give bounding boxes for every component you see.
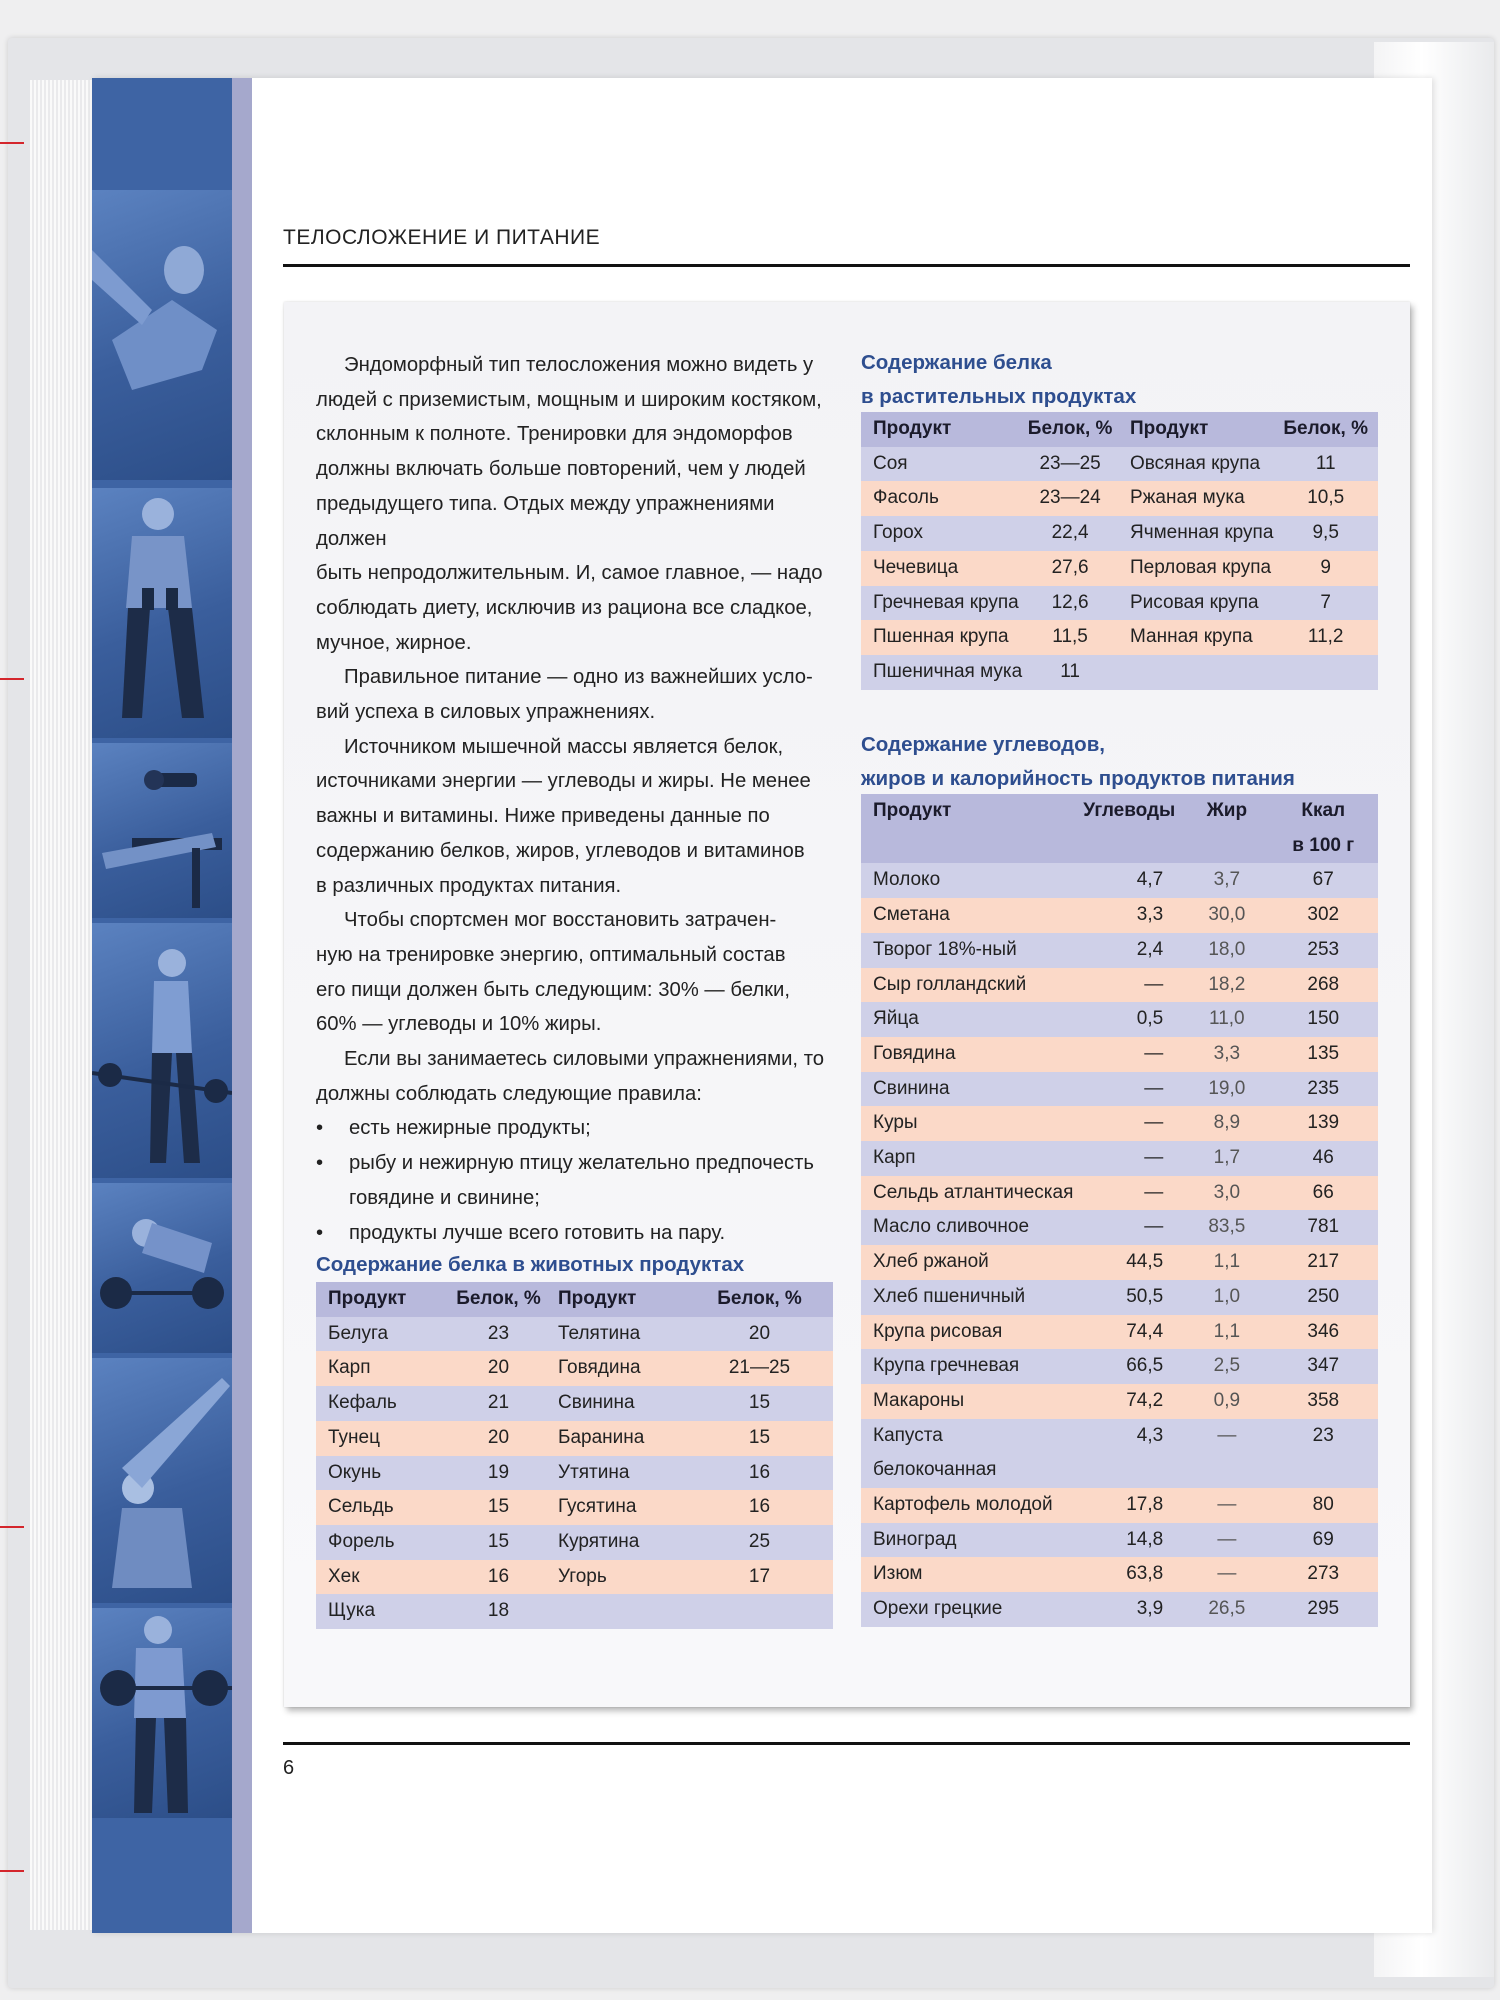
carb-table-title-line: жиров и калорийность продуктов питания <box>861 767 1295 790</box>
product-cell <box>861 1384 1073 1419</box>
text-line: людей с приземистым, мощным и широким костяком, <box>316 388 822 411</box>
table-row <box>861 516 1378 551</box>
protein-value-cell: 7 <box>1273 586 1378 621</box>
product-name-line: Хлеб пшеничный <box>873 1285 1026 1307</box>
protein-value-cell: 23—25 <box>1022 447 1118 482</box>
kcal-cell: 268 <box>1268 968 1378 1003</box>
product-name-line: Изюм <box>873 1563 923 1585</box>
product-name-line: Творог 18%-ный <box>873 938 1017 960</box>
carbs-cell: 4,7 <box>1073 863 1185 898</box>
body-paragraph <box>316 1042 836 1111</box>
protein-value-cell: 20 <box>686 1317 833 1352</box>
product-cell: Соя <box>861 447 1022 482</box>
fat-cell: 1,1 <box>1185 1245 1268 1280</box>
table-row <box>316 1525 833 1560</box>
carb-table-title-line: Содержание углеводов, <box>861 733 1105 756</box>
column-header-sub: в 100 г <box>1292 834 1355 856</box>
product-name-line: Картофель молодой <box>873 1494 1053 1516</box>
product-cell <box>861 933 1073 968</box>
table-row <box>861 1072 1378 1107</box>
product-cell: Перловая крупа <box>1118 551 1273 586</box>
page-edges <box>30 80 100 1930</box>
text-line: важны и витамины. Ниже приведены данные по <box>316 805 770 828</box>
page-number: 6 <box>283 1757 295 1779</box>
product-name-line: Яйца <box>873 1008 919 1030</box>
table-row <box>861 447 1378 482</box>
body-paragraph <box>316 903 836 1042</box>
kcal-cell: 135 <box>1268 1037 1378 1072</box>
body-paragraph <box>316 730 836 904</box>
fat-cell: 11,0 <box>1185 1002 1268 1037</box>
table-row <box>316 1421 833 1456</box>
text-line: Источником мышечной массы является белок, <box>344 735 784 758</box>
column-header: Белок, % <box>1022 412 1118 447</box>
product-name-line: Сметана <box>873 904 950 926</box>
product-name-line: Говядина <box>873 1042 956 1064</box>
protein-value-cell: 15 <box>686 1386 833 1421</box>
carbs-cell: 66,5 <box>1073 1349 1185 1384</box>
table-row <box>861 1210 1378 1245</box>
fat-cell: 83,5 <box>1185 1210 1268 1245</box>
text-line: предыдущего типа. Отдых между упражнениями должен <box>316 492 775 550</box>
table-row <box>861 898 1378 933</box>
carbs-cell: 2,4 <box>1073 933 1185 968</box>
rules-list-item <box>316 1111 836 1146</box>
carbs-cell: 3,3 <box>1073 898 1185 933</box>
product-name-line: Молоко <box>873 869 941 891</box>
text-line: 60% — углеводы и 10% жиры. <box>316 1013 602 1036</box>
table-row <box>861 1349 1378 1384</box>
carbs-cell: 44,5 <box>1073 1245 1185 1280</box>
kcal-cell: 250 <box>1268 1280 1378 1315</box>
table-row <box>861 1106 1378 1141</box>
table-row <box>316 1594 833 1629</box>
table-header-row <box>316 1282 833 1317</box>
fat-cell: 1,7 <box>1185 1141 1268 1176</box>
text-line: Правильное питание — одно из важнейших усло- <box>344 666 813 689</box>
running-header: ТЕЛОСЛОЖЕНИЕ И ПИТАНИЕ <box>283 226 601 249</box>
fat-cell: 18,2 <box>1185 968 1268 1003</box>
kcal-cell: 23 <box>1268 1419 1378 1488</box>
carbs-cell: 17,8 <box>1073 1488 1185 1523</box>
carbs-cell: 14,8 <box>1073 1523 1185 1558</box>
kcal-cell: 273 <box>1268 1557 1378 1592</box>
product-cell: Ржаная мука <box>1118 481 1273 516</box>
table-row <box>316 1386 833 1421</box>
text-line: продукты лучше всего готовить на пару. <box>349 1221 726 1244</box>
red-bookmark-tick <box>0 1870 24 1872</box>
kcal-cell: 302 <box>1268 898 1378 933</box>
product-cell: Кефаль <box>316 1386 451 1421</box>
carb-fat-calorie-table <box>861 794 1378 1627</box>
rules-list-item <box>316 1146 836 1215</box>
protein-value-cell: 16 <box>686 1490 833 1525</box>
body-paragraph <box>316 348 836 660</box>
product-cell <box>861 1002 1073 1037</box>
table-row <box>861 1592 1378 1627</box>
kcal-cell: 80 <box>1268 1488 1378 1523</box>
fat-cell: 3,3 <box>1185 1037 1268 1072</box>
table-row <box>316 1317 833 1352</box>
product-cell: Баранина <box>546 1421 686 1456</box>
protein-value-cell: 25 <box>686 1525 833 1560</box>
product-cell: Фасоль <box>861 481 1022 516</box>
protein-value-cell: 11,2 <box>1273 620 1378 655</box>
barbell-row-photo <box>92 923 232 1178</box>
body-paragraph <box>316 660 836 729</box>
bullet-icon: • <box>316 1221 324 1244</box>
text-line: источниками энергии — углеводы и жиры. Не менее <box>316 770 811 793</box>
product-cell <box>861 1419 1073 1488</box>
carbs-cell: 74,4 <box>1073 1315 1185 1350</box>
protein-value-cell: 11 <box>1273 447 1378 482</box>
product-cell <box>861 1349 1073 1384</box>
product-cell: Угорь <box>546 1560 686 1595</box>
protein-value-cell: 23—24 <box>1022 481 1118 516</box>
text-line: Если вы занимаетесь силовыми упражнениями, то <box>344 1048 825 1071</box>
table-row <box>861 1280 1378 1315</box>
table-header-row <box>861 412 1378 447</box>
product-cell: Говядина <box>546 1351 686 1386</box>
kcal-cell: 150 <box>1268 1002 1378 1037</box>
protein-value-cell: 17 <box>686 1560 833 1595</box>
fat-cell: 2,5 <box>1185 1349 1268 1384</box>
column-header: Белок, % <box>451 1282 546 1317</box>
body-text <box>316 348 836 1250</box>
carbs-cell: — <box>1073 1072 1185 1107</box>
product-cell: Ячменная крупа <box>1118 516 1273 551</box>
column-header: Продукт <box>1118 412 1273 447</box>
product-name-line: Капуста <box>873 1424 943 1446</box>
protein-value-cell <box>686 1594 833 1629</box>
product-cell: Свинина <box>546 1386 686 1421</box>
carbs-cell: 3,9 <box>1073 1592 1185 1627</box>
text-line: мучное, жирное. <box>316 631 472 654</box>
carbs-cell: — <box>1073 1210 1185 1245</box>
protein-value-cell: 15 <box>451 1490 546 1525</box>
fat-cell: — <box>1185 1488 1268 1523</box>
carbs-cell: 50,5 <box>1073 1280 1185 1315</box>
fat-cell: 8,9 <box>1185 1106 1268 1141</box>
fat-cell: 3,7 <box>1185 863 1268 898</box>
table-row <box>861 1419 1378 1488</box>
protein-value-cell: 19 <box>451 1456 546 1491</box>
carbs-cell: — <box>1073 1176 1185 1211</box>
kcal-cell: 139 <box>1268 1106 1378 1141</box>
table-row <box>861 968 1378 1003</box>
table-row <box>861 620 1378 655</box>
product-name-line: Сельдь атлантическая <box>873 1181 1074 1203</box>
red-bookmark-tick <box>0 1526 24 1528</box>
table-row <box>316 1490 833 1525</box>
product-name-line: Орехи грецкие <box>873 1598 1003 1620</box>
plant-protein-title <box>861 346 1136 414</box>
product-cell: Сельдь <box>316 1490 451 1525</box>
carbs-cell: 0,5 <box>1073 1002 1185 1037</box>
column-header <box>861 794 1073 863</box>
product-cell: Овсяная крупа <box>1118 447 1273 482</box>
product-cell: Утятина <box>546 1456 686 1491</box>
column-header <box>1185 794 1268 863</box>
kcal-cell: 46 <box>1268 1141 1378 1176</box>
product-cell: Тунец <box>316 1421 451 1456</box>
protein-value-cell: 22,4 <box>1022 516 1118 551</box>
plant-protein-table <box>861 412 1378 690</box>
table-row <box>316 1560 833 1595</box>
fat-cell: — <box>1185 1523 1268 1558</box>
bench-press-photo <box>92 743 232 918</box>
text-line: содержанию белков, жиров, углеводов и витаминов <box>316 839 805 862</box>
table-row <box>861 1245 1378 1280</box>
kcal-cell: 346 <box>1268 1315 1378 1350</box>
product-cell: Окунь <box>316 1456 451 1491</box>
carbs-cell: 63,8 <box>1073 1557 1185 1592</box>
carbs-cell: — <box>1073 1106 1185 1141</box>
product-cell <box>861 1245 1073 1280</box>
protein-value-cell: 12,6 <box>1022 586 1118 621</box>
kcal-cell: 347 <box>1268 1349 1378 1384</box>
table-row <box>861 1384 1378 1419</box>
product-cell <box>861 1488 1073 1523</box>
red-bookmark-tick <box>0 678 24 680</box>
column-header: Белок, % <box>686 1282 833 1317</box>
animal-protein-title: Содержание белка в животных продуктах <box>316 1253 745 1276</box>
protein-value-cell: 18 <box>451 1594 546 1629</box>
kcal-cell: 781 <box>1268 1210 1378 1245</box>
protein-value-cell: 21—25 <box>686 1351 833 1386</box>
kcal-cell: 67 <box>1268 863 1378 898</box>
protein-value-cell: 9,5 <box>1273 516 1378 551</box>
text-line: быть непродолжительным. И, самое главное, — надо <box>316 562 823 585</box>
fat-cell: 18,0 <box>1185 933 1268 968</box>
kcal-cell: 295 <box>1268 1592 1378 1627</box>
fat-cell: 26,5 <box>1185 1592 1268 1627</box>
product-cell: Курятина <box>546 1525 686 1560</box>
product-name-line: Хлеб ржаной <box>873 1251 989 1273</box>
product-cell: Чечевица <box>861 551 1022 586</box>
column-header <box>1268 794 1378 863</box>
table-row <box>861 655 1378 690</box>
product-cell: Белуга <box>316 1317 451 1352</box>
column-header <box>1073 794 1185 863</box>
protein-value-cell: 16 <box>451 1560 546 1595</box>
product-name-line: белокочанная <box>873 1459 997 1481</box>
text-line: должны включать больше повторений, чем у людей <box>316 458 806 481</box>
product-cell: Телятина <box>546 1317 686 1352</box>
product-cell: Хек <box>316 1560 451 1595</box>
deadlift-photo <box>92 1183 232 1353</box>
column-header-label: Жир <box>1206 800 1248 821</box>
product-name-line: Масло сливочное <box>873 1216 1030 1238</box>
stretching-photo <box>92 190 232 480</box>
product-cell: Манная крупа <box>1118 620 1273 655</box>
product-cell: Гречневая крупа <box>861 586 1022 621</box>
product-cell: Форель <box>316 1525 451 1560</box>
text-line: соблюдать диету, исключив из рациона все сладкое, <box>316 596 813 619</box>
text-line: Эндоморфный тип телосложения можно видеть у <box>344 354 814 376</box>
carb-fat-calorie-title <box>861 728 1295 796</box>
fat-cell: 1,1 <box>1185 1315 1268 1350</box>
column-header-label: Углеводы <box>1083 800 1176 821</box>
product-name-line: Сыр голландский <box>873 973 1027 995</box>
fat-cell: 0,9 <box>1185 1384 1268 1419</box>
text-line: в различных продуктах питания. <box>316 874 622 897</box>
table-row <box>861 1141 1378 1176</box>
protein-value-cell: 20 <box>451 1421 546 1456</box>
side-bend-photo <box>92 1358 232 1603</box>
footer-rule <box>283 1742 1410 1745</box>
table-row <box>861 1315 1378 1350</box>
kcal-cell: 217 <box>1268 1245 1378 1280</box>
rules-list-item <box>316 1216 836 1251</box>
table-row <box>861 1176 1378 1211</box>
protein-value-cell: 11,5 <box>1022 620 1118 655</box>
product-cell <box>861 863 1073 898</box>
product-name-line: Крупа гречневая <box>873 1355 1020 1377</box>
kcal-cell: 235 <box>1268 1072 1378 1107</box>
text-line: рыбу и нежирную птицу желательно предпочесть <box>349 1152 814 1175</box>
protein-value-cell <box>1273 655 1378 690</box>
product-name-line: Карп <box>873 1147 916 1169</box>
dumbbell-squat-photo <box>92 488 232 738</box>
table-row <box>861 551 1378 586</box>
plant-protein-title-line: Содержание белка <box>861 351 1052 374</box>
product-cell <box>861 1523 1073 1558</box>
text-line: ную на тренировке энергию, оптимальный состав <box>316 943 786 966</box>
product-cell: Пшеничная мука <box>861 655 1022 690</box>
text-line: его пищи должен быть следующим: 30% — белки, <box>316 978 791 1001</box>
text-line: говядине и свинине; <box>349 1186 540 1209</box>
text-line: Чтобы спортсмен мог восстановить затрачен- <box>344 909 777 932</box>
product-cell: Гусятина <box>546 1490 686 1525</box>
rules-list <box>316 1111 836 1250</box>
product-cell <box>861 1557 1073 1592</box>
table-row <box>861 933 1378 968</box>
plant-protein-title-line: в растительных продуктах <box>861 385 1137 408</box>
table-row <box>861 1002 1378 1037</box>
protein-value-cell: 16 <box>686 1456 833 1491</box>
product-name-line: Свинина <box>873 1077 950 1099</box>
fat-cell: 1,0 <box>1185 1280 1268 1315</box>
product-cell: Карп <box>316 1351 451 1386</box>
product-cell <box>861 1072 1073 1107</box>
column-header: Продукт <box>861 412 1022 447</box>
product-cell <box>1118 655 1273 690</box>
fat-cell: 19,0 <box>1185 1072 1268 1107</box>
fat-cell: 30,0 <box>1185 898 1268 933</box>
text-line: есть нежирные продукты; <box>349 1117 591 1140</box>
table-row <box>861 586 1378 621</box>
fat-cell: — <box>1185 1419 1268 1488</box>
protein-value-cell: 27,6 <box>1022 551 1118 586</box>
product-name-line: Куры <box>873 1112 918 1134</box>
kcal-cell: 66 <box>1268 1176 1378 1211</box>
product-cell <box>861 1315 1073 1350</box>
column-header-label: Продукт <box>873 800 952 821</box>
exercise-photo-strip <box>92 78 232 1933</box>
fat-cell: 3,0 <box>1185 1176 1268 1211</box>
product-cell: Пшенная крупа <box>861 620 1022 655</box>
column-header-label: Ккал <box>1301 800 1346 821</box>
table-row <box>861 481 1378 516</box>
protein-value-cell: 15 <box>686 1421 833 1456</box>
product-name-line: Крупа рисовая <box>873 1320 1003 1342</box>
carbs-cell: — <box>1073 1037 1185 1072</box>
protein-value-cell: 10,5 <box>1273 481 1378 516</box>
protein-value-cell: 9 <box>1273 551 1378 586</box>
table-row <box>316 1456 833 1491</box>
table-header-row <box>861 794 1378 863</box>
product-cell: Щука <box>316 1594 451 1629</box>
carbs-cell: — <box>1073 1141 1185 1176</box>
product-name-line: Виноград <box>873 1528 957 1550</box>
product-cell <box>861 1592 1073 1627</box>
protein-value-cell: 15 <box>451 1525 546 1560</box>
carbs-cell: — <box>1073 968 1185 1003</box>
protein-value-cell: 11 <box>1022 655 1118 690</box>
protein-value-cell: 21 <box>451 1386 546 1421</box>
product-cell <box>861 1210 1073 1245</box>
margin-band <box>232 78 252 1933</box>
bullet-icon: • <box>316 1152 324 1175</box>
table-row <box>316 1351 833 1386</box>
fat-cell: — <box>1185 1557 1268 1592</box>
product-cell <box>861 1037 1073 1072</box>
text-line: вий успеха в силовых упражнениях. <box>316 701 656 724</box>
table-row <box>861 1488 1378 1523</box>
table-row <box>861 1037 1378 1072</box>
barbell-curl-photo <box>92 1608 232 1818</box>
text-line: склонным к полноте. Тренировки для эндоморфов <box>316 423 793 446</box>
header-rule <box>283 264 1410 267</box>
product-cell <box>546 1594 686 1629</box>
kcal-cell: 358 <box>1268 1384 1378 1419</box>
product-cell: Рисовая крупа <box>1118 586 1273 621</box>
text-line: должны соблюдать следующие правила: <box>316 1082 702 1105</box>
red-bookmark-tick <box>0 142 24 144</box>
product-cell: Горох <box>861 516 1022 551</box>
carbs-cell: 4,3 <box>1073 1419 1185 1488</box>
column-header: Продукт <box>316 1282 451 1317</box>
product-cell <box>861 1106 1073 1141</box>
column-header: Белок, % <box>1273 412 1378 447</box>
product-name-line: Макароны <box>873 1389 965 1411</box>
protein-value-cell: 20 <box>451 1351 546 1386</box>
table-row <box>861 863 1378 898</box>
kcal-cell: 69 <box>1268 1523 1378 1558</box>
protein-value-cell: 23 <box>451 1317 546 1352</box>
table-row <box>861 1557 1378 1592</box>
product-cell <box>861 898 1073 933</box>
animal-protein-table <box>316 1282 833 1629</box>
carbs-cell: 74,2 <box>1073 1384 1185 1419</box>
column-header: Продукт <box>546 1282 686 1317</box>
product-cell <box>861 968 1073 1003</box>
product-cell <box>861 1176 1073 1211</box>
table-row <box>861 1523 1378 1558</box>
bullet-icon: • <box>316 1117 324 1140</box>
product-cell <box>861 1280 1073 1315</box>
kcal-cell: 253 <box>1268 933 1378 968</box>
product-cell <box>861 1141 1073 1176</box>
